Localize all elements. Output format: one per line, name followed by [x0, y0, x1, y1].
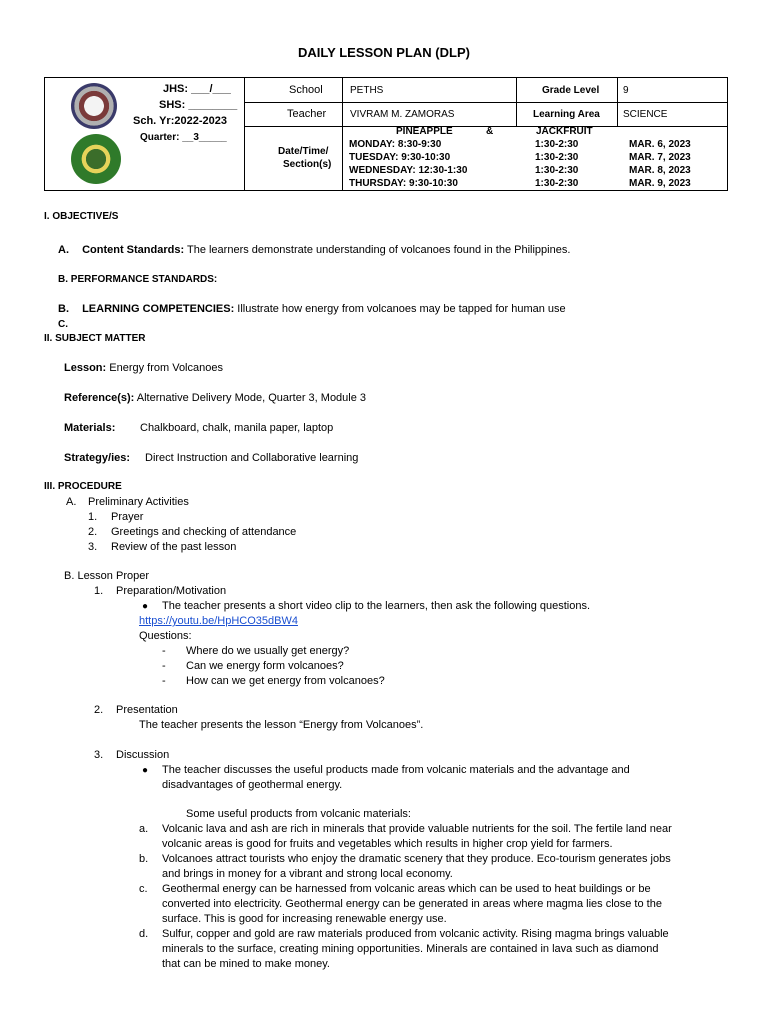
content-standards-label: Content Standards:: [82, 244, 185, 256]
school-label: School: [289, 84, 323, 96]
section-pineapple: PINEAPPLE: [396, 126, 453, 137]
product-line: that can be mined to make money.: [162, 958, 330, 970]
reference-label: Reference(s):: [64, 392, 135, 404]
teacher-label: Teacher: [287, 108, 327, 120]
prep-title: Preparation/Motivation: [116, 585, 227, 597]
materials-text: Chalkboard, chalk, manila paper, laptop: [140, 422, 334, 434]
performance-standards: B. PERFORMANCE STANDARDS:: [58, 274, 218, 285]
schedule-date: MAR. 9, 2023: [629, 178, 691, 189]
objectives-heading: I. OBJECTIVE/S: [44, 211, 119, 222]
product-line: Geothermal energy can be harnessed from volcanic areas which can be used to heat buildings or be: [162, 883, 651, 895]
list-item: Greetings and checking of attendance: [111, 526, 297, 538]
content-standards: [58, 244, 570, 256]
list-number: 2.: [94, 704, 104, 716]
question-item: Where do we usually get energy?: [186, 645, 350, 657]
lesson-line: [64, 362, 223, 374]
strategy-label: Strategy/ies:: [64, 452, 131, 464]
schedule-time: 1:30-2:30: [535, 165, 579, 176]
reference-line: [64, 392, 366, 404]
school-seal-icon: [71, 134, 121, 184]
product-label: a.: [139, 823, 149, 835]
prep-bullet: The teacher presents a short video clip to the learners, then ask the following questions.: [162, 600, 591, 612]
video-link[interactable]: https://youtu.be/HpHCO35dBW4: [139, 615, 298, 627]
subject-heading: II. SUBJECT MATTER: [44, 333, 146, 344]
discussion-bullet-cont: disadvantages of geothermal energy.: [162, 779, 343, 791]
schedule-day: WEDNESDAY: 12:30-1:30: [349, 165, 468, 176]
grade-label: Grade Level: [542, 85, 600, 96]
jhs-field: JHS: ___/___: [163, 83, 231, 95]
product-line: surface. This is good for increasing renewable energy use.: [162, 913, 447, 925]
list-number: 3.: [94, 749, 104, 761]
area-label: Learning Area: [533, 109, 600, 120]
dash-icon: -: [162, 645, 166, 657]
product-line: converted into electricity. Geothermal energy can be generated in areas where magma lies close to the: [162, 898, 662, 910]
question-item: Can we energy form volcanoes?: [186, 660, 344, 672]
product-line: minerals to the surface, creating mining opportunities. Minerals are contained in lava such as diamond: [162, 943, 659, 955]
product-line: Volcanic lava and ash are rich in minerals that provide valuable nutrients for the soil. The fertile land near: [162, 823, 672, 835]
product-line: Sulfur, copper and gold are raw materials produced from volcanic activity. Rising magma brings valuable: [162, 928, 669, 940]
section-jackfruit: JACKFRUIT: [536, 126, 593, 137]
lesson-label: Lesson:: [64, 362, 107, 374]
dash-icon: -: [162, 660, 166, 672]
prelim-label: A.: [66, 496, 77, 508]
competencies-label: LEARNING COMPETENCIES:: [82, 303, 235, 315]
grade-value: 9: [623, 85, 629, 96]
header-table: [44, 77, 728, 191]
question-item: How can we get energy from volcanoes?: [186, 675, 385, 687]
section-label: Section(s): [283, 159, 332, 170]
prelim-title: Preliminary Activities: [88, 496, 189, 508]
competencies-text: Illustrate how energy from volcanoes may be tapped for human use: [234, 303, 566, 315]
quarter-field: Quarter: __3_____: [140, 132, 227, 143]
deped-seal-icon: [71, 83, 117, 129]
list-number: 1.: [94, 585, 104, 597]
schedule-time: 1:30-2:30: [535, 178, 579, 189]
school-value: PETHS: [350, 85, 384, 96]
ampersand: &: [486, 126, 494, 137]
document-title: DAILY LESSON PLAN (DLP): [298, 45, 470, 60]
products-heading: Some useful products from volcanic materials:: [186, 808, 411, 820]
bullet-icon: ●: [142, 765, 149, 776]
list-number: 2.: [88, 526, 98, 538]
list-item: Review of the past lesson: [111, 541, 237, 553]
product-label: b.: [139, 853, 149, 865]
teacher-value: VIVRAM M. ZAMORAS: [350, 109, 455, 120]
area-value: SCIENCE: [623, 109, 668, 120]
shs-field: SHS: ________: [159, 99, 238, 111]
dash-icon: -: [162, 675, 166, 687]
schedule-time: 1:30-2:30: [535, 139, 579, 150]
bullet-icon: ●: [142, 601, 149, 612]
presentation-title: Presentation: [116, 704, 178, 716]
product-label: c.: [139, 883, 148, 895]
learning-competencies: [58, 303, 566, 315]
questions-label: Questions:: [139, 630, 192, 642]
item-c-label: C.: [58, 319, 68, 330]
school-year: Sch. Yr:2022-2023: [133, 115, 227, 127]
product-label: d.: [139, 928, 149, 940]
schedule-time: 1:30-2:30: [535, 152, 579, 163]
materials-label: Materials:: [64, 422, 116, 434]
date-label: Date/Time/: [278, 146, 329, 157]
list-item: Prayer: [111, 511, 144, 523]
reference-text: Alternative Delivery Mode, Quarter 3, Module 3: [134, 392, 367, 404]
product-line: volcanic areas is good for fruits and vegetables which results in higher crop yield for farmers.: [162, 838, 613, 850]
product-line: Volcanoes attract tourists who enjoy the dramatic scenery that they produce. Eco-tourism generates jobs: [162, 853, 671, 865]
list-number: 3.: [88, 541, 98, 553]
schedule-date: MAR. 7, 2023: [629, 152, 691, 163]
schedule-date: MAR. 6, 2023: [629, 139, 691, 150]
schedule-date: MAR. 8, 2023: [629, 165, 691, 176]
discussion-title: Discussion: [116, 749, 170, 761]
schedule-day: THURSDAY: 9:30-10:30: [349, 178, 458, 189]
procedure-heading: III. PROCEDURE: [44, 481, 122, 492]
schedule-day: MONDAY: 8:30-9:30: [349, 139, 442, 150]
strategy-text: Direct Instruction and Collaborative learning: [145, 452, 359, 464]
item-label: B.: [58, 303, 69, 315]
content-standards-text: The learners demonstrate understanding of volcanoes found in the Philippines.: [184, 244, 571, 256]
presentation-text: The teacher presents the lesson “Energy from Volcanoes”.: [139, 719, 424, 731]
schedule-day: TUESDAY: 9:30-10:30: [349, 152, 451, 163]
product-line: and brings in money for a vibrant and strong local economy.: [162, 868, 453, 880]
lesson-text: Energy from Volcanoes: [106, 362, 223, 374]
discussion-bullet: The teacher discusses the useful products made from volcanic materials and the advantage and: [162, 764, 630, 776]
list-number: 1.: [88, 511, 98, 523]
lesson-proper: B. Lesson Proper: [64, 570, 149, 582]
item-label: A.: [58, 244, 69, 256]
